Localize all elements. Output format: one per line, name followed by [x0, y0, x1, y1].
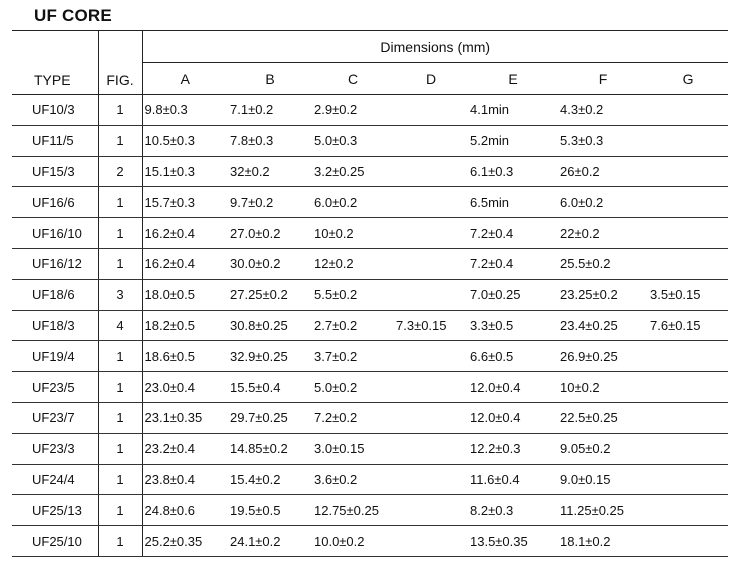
cell-fig: 1 [98, 402, 142, 433]
cell-g [648, 433, 728, 464]
cell-e: 8.2±0.3 [468, 495, 558, 526]
cell-g [648, 125, 728, 156]
header-col-c: C [312, 63, 394, 95]
cell-type: UF25/13 [12, 495, 98, 526]
uf-core-table [12, 30, 728, 557]
cell-c: 3.2±0.25 [312, 156, 394, 187]
cell-f: 10±0.2 [558, 372, 648, 403]
table-row [12, 218, 728, 249]
cell-fig: 1 [98, 495, 142, 526]
cell-a: 25.2±0.35 [142, 526, 228, 557]
cell-g [648, 218, 728, 249]
table-row [12, 310, 728, 341]
cell-d [394, 433, 468, 464]
cell-a: 23.0±0.4 [142, 372, 228, 403]
cell-c: 7.2±0.2 [312, 402, 394, 433]
cell-c: 3.7±0.2 [312, 341, 394, 372]
table-row [12, 495, 728, 526]
cell-a: 15.7±0.3 [142, 187, 228, 218]
cell-g [648, 156, 728, 187]
cell-e: 7.2±0.4 [468, 248, 558, 279]
table-row [12, 372, 728, 403]
cell-fig: 1 [98, 95, 142, 126]
table-row [12, 433, 728, 464]
cell-d [394, 187, 468, 218]
cell-b: 7.8±0.3 [228, 125, 312, 156]
cell-c: 5.0±0.3 [312, 125, 394, 156]
cell-type: UF16/6 [12, 187, 98, 218]
cell-f: 26.9±0.25 [558, 341, 648, 372]
cell-a: 24.8±0.6 [142, 495, 228, 526]
cell-c: 5.5±0.2 [312, 279, 394, 310]
cell-c: 6.0±0.2 [312, 187, 394, 218]
cell-e: 5.2min [468, 125, 558, 156]
cell-fig: 1 [98, 464, 142, 495]
cell-a: 9.8±0.3 [142, 95, 228, 126]
table-row [12, 279, 728, 310]
cell-fig: 1 [98, 187, 142, 218]
cell-type: UF18/3 [12, 310, 98, 341]
cell-d [394, 526, 468, 557]
cell-type: UF25/10 [12, 526, 98, 557]
cell-e: 12.0±0.4 [468, 372, 558, 403]
cell-a: 23.1±0.35 [142, 402, 228, 433]
cell-type: UF18/6 [12, 279, 98, 310]
header-col-e: E [468, 63, 558, 95]
header-dimensions: Dimensions (mm) [142, 31, 728, 63]
cell-e: 12.0±0.4 [468, 402, 558, 433]
cell-d [394, 156, 468, 187]
cell-d [394, 464, 468, 495]
cell-f: 4.3±0.2 [558, 95, 648, 126]
cell-g: 7.6±0.15 [648, 310, 728, 341]
cell-b: 15.4±0.2 [228, 464, 312, 495]
cell-e: 13.5±0.35 [468, 526, 558, 557]
cell-f: 9.05±0.2 [558, 433, 648, 464]
cell-b: 32.9±0.25 [228, 341, 312, 372]
cell-d [394, 341, 468, 372]
cell-type: UF23/3 [12, 433, 98, 464]
cell-f: 18.1±0.2 [558, 526, 648, 557]
cell-d [394, 95, 468, 126]
cell-e: 7.0±0.25 [468, 279, 558, 310]
cell-type: UF11/5 [12, 125, 98, 156]
cell-c: 3.6±0.2 [312, 464, 394, 495]
cell-f: 22.5±0.25 [558, 402, 648, 433]
cell-b: 24.1±0.2 [228, 526, 312, 557]
cell-e: 3.3±0.5 [468, 310, 558, 341]
cell-a: 10.5±0.3 [142, 125, 228, 156]
cell-g [648, 372, 728, 403]
cell-g [648, 341, 728, 372]
table-row [12, 187, 728, 218]
cell-c: 10±0.2 [312, 218, 394, 249]
cell-fig: 1 [98, 218, 142, 249]
cell-c: 5.0±0.2 [312, 372, 394, 403]
cell-type: UF15/3 [12, 156, 98, 187]
table-row [12, 526, 728, 557]
cell-b: 32±0.2 [228, 156, 312, 187]
cell-fig: 1 [98, 248, 142, 279]
cell-c: 12.75±0.25 [312, 495, 394, 526]
cell-a: 23.2±0.4 [142, 433, 228, 464]
page-title: UF CORE [34, 6, 112, 25]
cell-type: UF16/12 [12, 248, 98, 279]
cell-fig: 1 [98, 341, 142, 372]
cell-d [394, 402, 468, 433]
cell-e: 12.2±0.3 [468, 433, 558, 464]
cell-g [648, 464, 728, 495]
cell-e: 6.6±0.5 [468, 341, 558, 372]
cell-f: 23.4±0.25 [558, 310, 648, 341]
cell-f: 22±0.2 [558, 218, 648, 249]
cell-a: 15.1±0.3 [142, 156, 228, 187]
cell-d [394, 495, 468, 526]
cell-e: 7.2±0.4 [468, 218, 558, 249]
header-fig: FIG. [98, 31, 142, 95]
table-row [12, 402, 728, 433]
cell-a: 18.0±0.5 [142, 279, 228, 310]
cell-fig: 3 [98, 279, 142, 310]
cell-fig: 2 [98, 156, 142, 187]
header-col-d: D [394, 63, 468, 95]
cell-b: 9.7±0.2 [228, 187, 312, 218]
cell-type: UF24/4 [12, 464, 98, 495]
cell-g [648, 95, 728, 126]
cell-e: 6.1±0.3 [468, 156, 558, 187]
cell-c: 12±0.2 [312, 248, 394, 279]
cell-b: 7.1±0.2 [228, 95, 312, 126]
cell-f: 23.25±0.2 [558, 279, 648, 310]
cell-type: UF16/10 [12, 218, 98, 249]
table-row [12, 125, 728, 156]
cell-a: 18.6±0.5 [142, 341, 228, 372]
cell-b: 30.0±0.2 [228, 248, 312, 279]
cell-b: 14.85±0.2 [228, 433, 312, 464]
cell-fig: 1 [98, 372, 142, 403]
header-col-g: G [648, 63, 728, 95]
header-type: TYPE [12, 31, 98, 95]
cell-fig: 1 [98, 125, 142, 156]
cell-type: UF19/4 [12, 341, 98, 372]
cell-d [394, 372, 468, 403]
cell-e: 4.1min [468, 95, 558, 126]
cell-c: 3.0±0.15 [312, 433, 394, 464]
cell-g [648, 402, 728, 433]
cell-b: 27.25±0.2 [228, 279, 312, 310]
cell-type: UF23/7 [12, 402, 98, 433]
table-row [12, 341, 728, 372]
cell-f: 5.3±0.3 [558, 125, 648, 156]
cell-g [648, 187, 728, 218]
cell-b: 30.8±0.25 [228, 310, 312, 341]
cell-e: 6.5min [468, 187, 558, 218]
cell-f: 26±0.2 [558, 156, 648, 187]
cell-a: 16.2±0.4 [142, 218, 228, 249]
cell-f: 9.0±0.15 [558, 464, 648, 495]
table-body [12, 95, 728, 557]
cell-a: 16.2±0.4 [142, 248, 228, 279]
cell-b: 29.7±0.25 [228, 402, 312, 433]
cell-e: 11.6±0.4 [468, 464, 558, 495]
cell-d [394, 279, 468, 310]
cell-f: 25.5±0.2 [558, 248, 648, 279]
cell-g [648, 526, 728, 557]
cell-fig: 1 [98, 526, 142, 557]
cell-g [648, 248, 728, 279]
cell-type: UF23/5 [12, 372, 98, 403]
cell-g: 3.5±0.15 [648, 279, 728, 310]
cell-g [648, 495, 728, 526]
table-row [12, 464, 728, 495]
cell-b: 19.5±0.5 [228, 495, 312, 526]
cell-type: UF10/3 [12, 95, 98, 126]
cell-c: 10.0±0.2 [312, 526, 394, 557]
cell-fig: 1 [98, 433, 142, 464]
header-col-b: B [228, 63, 312, 95]
cell-d [394, 248, 468, 279]
cell-f: 6.0±0.2 [558, 187, 648, 218]
header-col-f: F [558, 63, 648, 95]
cell-c: 2.9±0.2 [312, 95, 394, 126]
cell-a: 18.2±0.5 [142, 310, 228, 341]
cell-d [394, 218, 468, 249]
cell-c: 2.7±0.2 [312, 310, 394, 341]
cell-b: 27.0±0.2 [228, 218, 312, 249]
table-row [12, 156, 728, 187]
table-row [12, 95, 728, 126]
cell-b: 15.5±0.4 [228, 372, 312, 403]
cell-a: 23.8±0.4 [142, 464, 228, 495]
header-col-a: A [142, 63, 228, 95]
cell-d: 7.3±0.15 [394, 310, 468, 341]
cell-d [394, 125, 468, 156]
cell-fig: 4 [98, 310, 142, 341]
cell-f: 11.25±0.25 [558, 495, 648, 526]
table-row [12, 248, 728, 279]
